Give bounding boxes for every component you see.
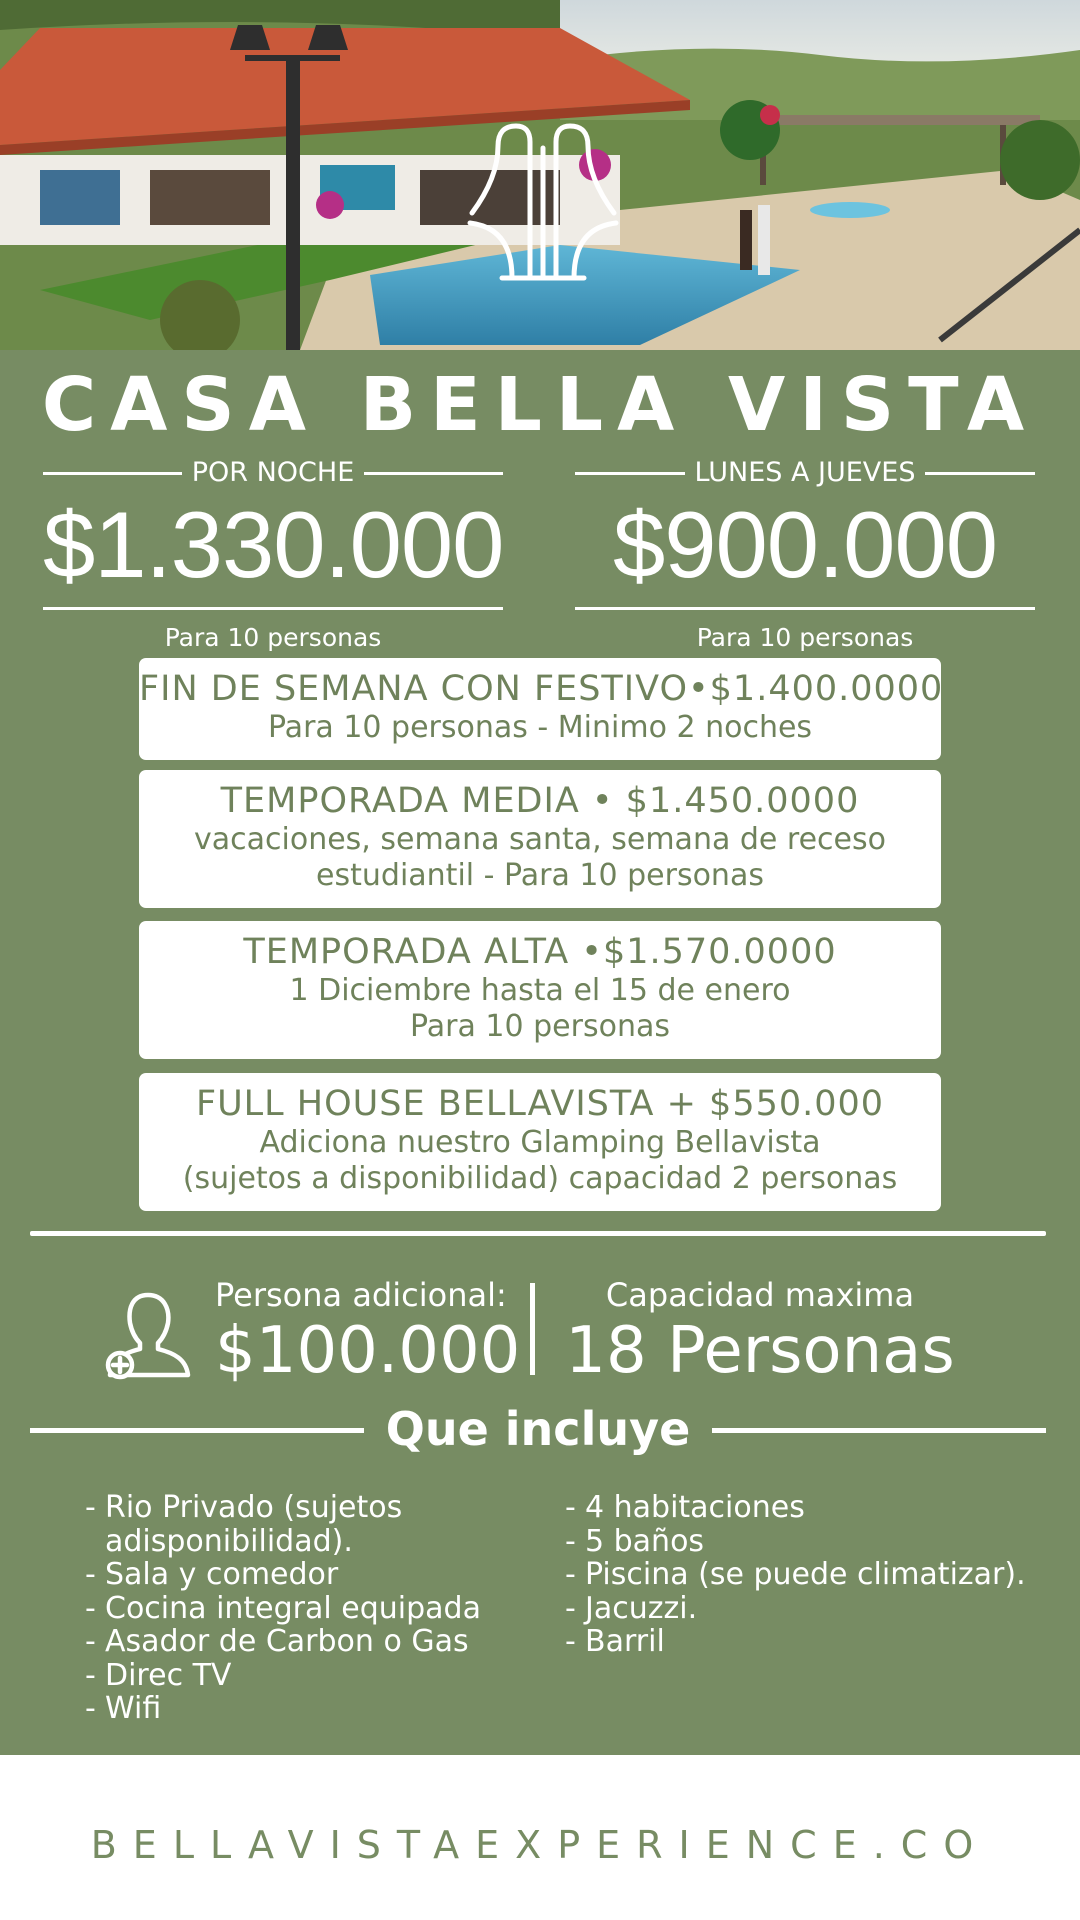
additional-person: [215, 1275, 520, 1387]
price-note: Para 10 personas: [164, 623, 382, 652]
rate-card-full-house: [139, 1073, 941, 1211]
vertical-divider: [530, 1283, 535, 1375]
rate-card-line: Para 10 personas - Minimo 2 noches: [267, 710, 813, 745]
additional-person-label: Persona adicional:: [215, 1276, 507, 1314]
website-link[interactable]: BELLAVISTAEXPERIENCE.CO: [90, 1823, 990, 1867]
list-item: - Barril: [565, 1624, 665, 1659]
list-item-text: Direc TV: [105, 1657, 232, 1693]
list-item: - Rio Privado (sujetos adisponibilidad).: [85, 1490, 403, 1559]
includes-list-left: [85, 1491, 505, 1726]
list-item-text: Jacuzzi.: [585, 1590, 698, 1626]
price-note: Para 10 personas: [696, 623, 914, 652]
rate-card-line: (sujetos a disponibilidad) capacidad 2 personas: [182, 1161, 898, 1196]
list-item-text: 4 habitaciones: [585, 1490, 805, 1525]
add-person-icon: [102, 1289, 194, 1381]
rate-card-title: TEMPORADA ALTA •$1.570.0000: [243, 932, 837, 972]
price-label: LUNES A JUEVES: [694, 457, 916, 488]
extra-info: [0, 1275, 1080, 1388]
divider-line: [712, 1428, 1046, 1433]
price-por-noche: [43, 455, 503, 654]
page-title: CASA BELLA VISTA: [41, 362, 1039, 448]
list-item: - Cocina integral equipada: [85, 1590, 481, 1626]
rate-card-title: FULL HOUSE BELLAVISTA + $550.000: [195, 1084, 885, 1124]
rate-card-festivo: [139, 658, 944, 760]
rate-card-line: estudiantil - Para 10 personas: [316, 858, 764, 893]
price-header: [575, 455, 1035, 491]
list-item: - Wifi: [85, 1691, 162, 1726]
list-item-text: Asador de Carbon o Gas: [105, 1624, 469, 1659]
list-item: - Asador de Carbon o Gas: [85, 1624, 469, 1659]
divider-line: [925, 472, 1035, 475]
max-capacity: [560, 1275, 960, 1387]
list-item: - Direc TV: [85, 1657, 232, 1693]
list-item: - Piscina (se puede climatizar).: [565, 1557, 1026, 1592]
list-item: - 4 habitaciones: [565, 1490, 805, 1525]
rate-card-line: Adiciona nuestro Glamping Bellavista: [259, 1125, 821, 1160]
list-item-text: Cocina integral equipada: [105, 1590, 481, 1626]
rate-card-line: 1 Diciembre hasta el 15 de enero: [289, 973, 791, 1008]
rate-card-temporada-alta: [139, 921, 941, 1059]
additional-person-price: $100.000: [215, 1314, 521, 1388]
price-amount: $1.330.000: [43, 492, 504, 597]
price-label: POR NOCHE: [191, 457, 355, 488]
divider-line: [575, 607, 1035, 610]
hero-photo: [0, 0, 1080, 350]
includes-list-right: [565, 1491, 1045, 1659]
list-item-text: Wifi: [105, 1691, 162, 1726]
divider-line: [30, 1428, 364, 1433]
divider-line: [364, 472, 503, 475]
price-amount: $900.000: [612, 492, 998, 597]
list-item-text: 5 baños: [585, 1523, 705, 1559]
fountain-icon: [462, 118, 624, 314]
includes-heading: Que incluye: [385, 1402, 691, 1456]
list-item: - Jacuzzi.: [565, 1590, 698, 1626]
divider-line: [575, 472, 685, 475]
rate-card-line: Para 10 personas: [410, 1009, 670, 1044]
list-item-text: Barril: [585, 1624, 665, 1659]
rate-card-line: vacaciones, semana santa, semana de receso: [194, 822, 886, 857]
divider-line: [43, 472, 182, 475]
max-capacity-value: 18 Personas: [565, 1314, 955, 1388]
list-item: - Sala y comedor: [85, 1557, 339, 1592]
footer: [0, 1755, 1080, 1920]
list-item-text: Sala y comedor: [105, 1557, 339, 1592]
section-divider: [30, 1231, 1046, 1236]
rate-card-temporada-media: [139, 770, 941, 908]
list-item-text: Rio Privado (sujetos adisponibilidad).: [105, 1490, 403, 1559]
rate-card-title: FIN DE SEMANA CON FESTIVO•$1.400.0000: [139, 669, 944, 709]
max-capacity-label: Capacidad maxima: [605, 1276, 915, 1314]
list-item-text: Piscina (se puede climatizar).: [585, 1557, 1026, 1592]
includes-header: [0, 1400, 1080, 1460]
divider-line: [43, 607, 503, 610]
rate-card-title: TEMPORADA MEDIA • $1.450.0000: [220, 781, 860, 821]
price-lunes-a-jueves: [575, 455, 1035, 654]
price-header: [43, 455, 503, 491]
list-item: - 5 baños: [565, 1523, 705, 1559]
